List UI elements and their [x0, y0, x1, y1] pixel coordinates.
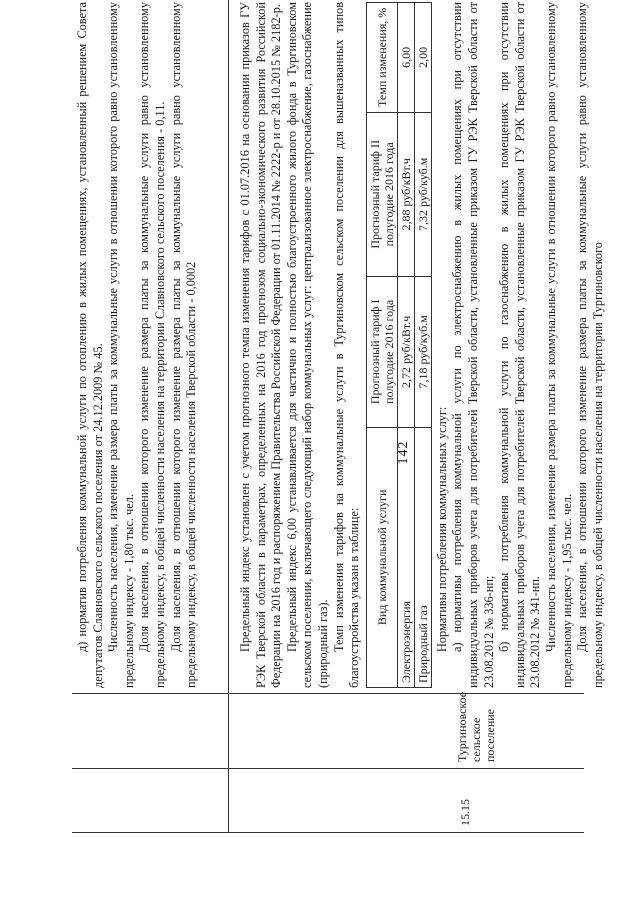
table-header-cell: Вид коммунальной услуги [366, 427, 397, 687]
paragraph: Нормативы потребления коммунальных услуг: [434, 406, 449, 652]
settlement-name-line: Тургиновское [455, 691, 469, 762]
table-header-cell: Прогнозный тариф I полугодие 2016 года [366, 277, 397, 428]
paragraph: Доля населения, в отношении которого изменение размера платы за коммунальные услуги равно установленному предельному индексу, в общей численности населения Тверской области - 0,0002 [168, 2, 199, 688]
paragraph: Предельный индекс 6,00 устанавливается для частично и полностью благоустроенного жилого фонда в Тургиновском сельском поселении, включающего следующий набор коммунальных услуг: централизованное электроснабжение, газоснабжение (природный газ). [284, 2, 330, 688]
table-cell: 7,32 руб/куб.м [414, 112, 431, 276]
table-header-cell: Темп изменения, % [366, 3, 397, 113]
paragraph: а) нормативы потребления коммунальной услуги по электроснабжению в жилых помещениях при отсутствии индивидуальных приборов учета для потребителей Тверской области, установленные приказом ГУ РЭК Тверской области от 23.08.2012 № 336-нп; [450, 2, 496, 688]
table-cell: 2,88 руб/кВт.ч [397, 112, 414, 276]
row-number: 15.15 [458, 799, 472, 826]
table-cell: 7,18 руб/куб.м [414, 277, 431, 428]
table-cell: 6,00 [397, 3, 414, 113]
paragraph: Темп изменения тарифов на коммунальные услуги в Тургиновском сельском поселении для вышеназванных типов благоустройства указан в таблице: [331, 2, 362, 688]
paragraph: Численность населения, изменение размера платы за коммунальные услуги в отношении которого равно установленному предельному индексу - 1,80 тыс. чел. [106, 2, 136, 688]
settlement-name-line: сельское [469, 717, 483, 762]
turginovskoe-text [238, 2, 606, 688]
table-cell: Электроэнергия [397, 427, 414, 687]
previous-settlement-text [75, 2, 200, 688]
page-number: 142 [396, 440, 411, 465]
paragraph: Доля населения, в отношении которого изменение размера платы за коммунальные услуги равно установленному предельному индексу, в общей численности населения на территории Тургиновского [575, 2, 605, 688]
table-header-cell: Прогнозный тариф II полугодие 2016 года [366, 112, 397, 276]
column-divider [72, 768, 584, 769]
row-divider [228, 0, 229, 832]
paragraph: б) нормативы потребления коммунальной услуги по газоснабжению в жилых помещениях при отсутствии индивидуальных приборов учета для потребителей Тверской области, установленные приказом ГУ РЭК Тверской области от 23.08.2012 № 341-нп. [497, 2, 543, 688]
paragraph: Предельный индекс установлен с учетом прогнозного темпа изменения тарифов с 01.07.2016 на основании приказов ГУ РЭК Тверской области в параметрах, определенных на 2016 год прогнозом социально-экономического развития Российской Федерации на 2016 год и распоряжением Правительства Российской Федерации от 01.11.2014 № 2222-р и от 28.10.2015 № 2182-р. [238, 2, 284, 688]
column-divider [72, 693, 584, 694]
settlement-name-line: поселение [483, 708, 497, 762]
table-row [397, 3, 414, 688]
paragraph: д) норматив потребления коммунальной услуги по отоплению в жилых помещениях, установленный решением Совета депутатов Славновского сельского поселения от 24.12.2009 № 45. [75, 2, 105, 688]
table-row [414, 3, 431, 688]
document-table [72, 0, 605, 833]
tariff-table [366, 2, 432, 688]
table-cell: 2,00 [414, 3, 431, 113]
table-header-row [366, 3, 397, 688]
paragraph: Численность населения, изменение размера платы за коммунальные услуги в отношении которого равно установленному предельному индексу - 1,95 тыс. чел. [543, 2, 574, 688]
paragraph: Доля населения, в отношении которого изменение размера платы за коммунальные услуги равно установленному предельному индексу, в общей численности населения на территории Славновского сельского поселения - 0,11. [137, 2, 167, 688]
table-cell: Природный газ [414, 427, 431, 687]
table-cell: 2,72 руб/кВт.ч [397, 277, 414, 428]
